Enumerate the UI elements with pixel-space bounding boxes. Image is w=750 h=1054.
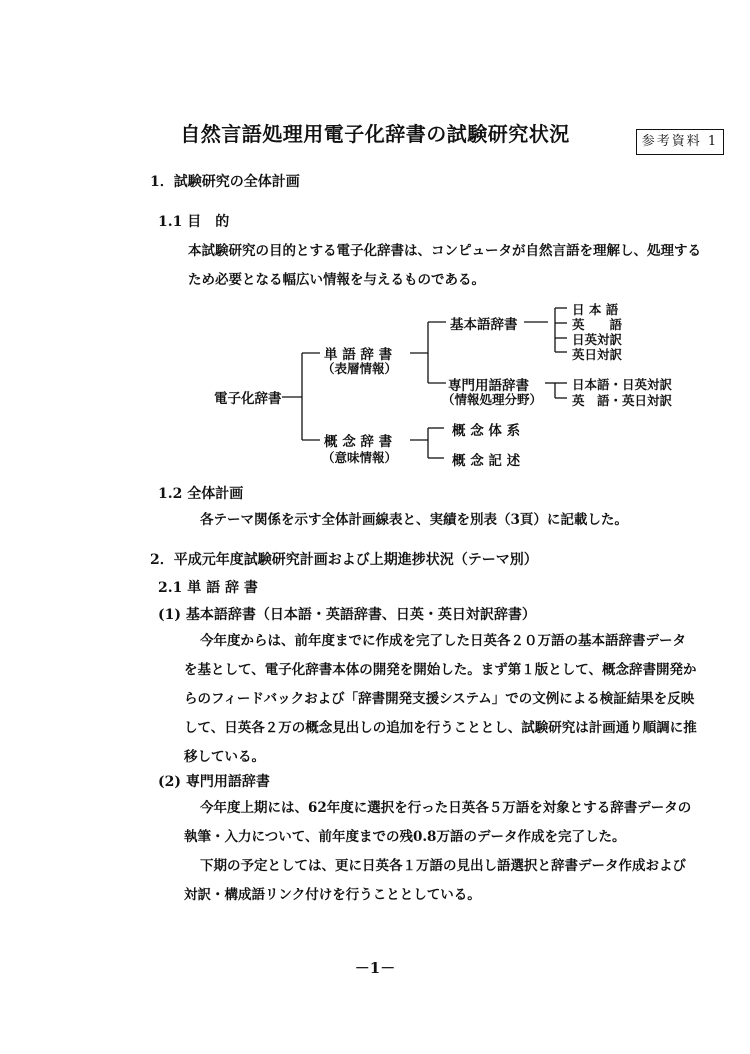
tree-basic-item: 英日対訳 (572, 347, 623, 362)
section12-heading: 1.2 全体計画 (158, 486, 244, 502)
section11-text (188, 237, 703, 295)
section12-text: 各テーマ関係を示す全体計画線表と、実績を別表（3頁）に記載した。 (200, 512, 628, 528)
section11-heading: 1.1 目 的 (158, 214, 230, 230)
item2-text1 (184, 794, 699, 852)
tree-basic-item: 日英対訳 (572, 332, 623, 347)
page-number: －1－ (354, 959, 396, 977)
tree-basic-dict: 基本語辞書 (450, 317, 518, 333)
item2-text2-body: 下期の予定としては、更に日英各１万語の見出し語選択と辞書データ作成および対訳・構成語リンク付けを行うこととしている。 (184, 858, 686, 903)
item1-heading: (1) 基本語辞書（日本語・英語辞書、日英・英日対訳辞書） (158, 607, 536, 623)
dictionary-structure-diagram (0, 295, 750, 475)
item1-text-body: 今年度からは、前年度までに作成を完了した日英各２０万語の基本語辞書データを基として、電子化辞書本体の開発を開始した。まず第１版として、概念辞書開発からのフィードバックおよび「辞書開発支援システム」での文例による検証結果を反映して、日英各２万の概念見出しの追加を行うこととし、試験研究は計画通り順調に推移している。 (184, 633, 697, 765)
reference-tag: 参考資料 1 (636, 129, 724, 155)
item2-text2 (184, 852, 699, 910)
tree-concept-dict-sub: （意味情報） (322, 450, 398, 465)
tree-concept-item: 概 念 記 述 (452, 453, 521, 469)
tree-word-dict: 単 語 辞 書 (324, 347, 393, 363)
tree-concept-item: 概 念 体 系 (452, 423, 521, 439)
tree-basic-item: 英 語 (572, 317, 623, 332)
item2-text1-body: 今年度上期には、62年度に選択を行った日英各５万語を対象とする辞書データの執筆・入力について、前年度までの残0.8万語のデータ作成を完了した。 (184, 800, 692, 845)
section21-heading: 2.1 単 語 辞 書 (158, 580, 258, 596)
tree-concept-dict: 概 念 辞 書 (324, 434, 393, 450)
tree-root: 電子化辞書 (214, 391, 282, 407)
tree-technical-dict: 専門用語辞書 (448, 378, 529, 394)
item2-heading: (2) 専門用語辞書 (158, 774, 270, 790)
section1-heading: 1．試験研究の全体計画 (150, 174, 300, 190)
tree-word-dict-sub: （表層情報） (322, 361, 398, 376)
tree-technical-dict-sub: （情報処理分野） (442, 392, 543, 407)
tree-basic-item: 日 本 語 (572, 302, 619, 317)
section2-heading: 2．平成元年度試験研究計画および上期進捗状況（テーマ別） (150, 552, 538, 568)
item1-text (184, 627, 699, 772)
tree-tech-item: 英 語・英日対訳 (572, 393, 673, 408)
tree-tech-item: 日本語・日英対訳 (572, 377, 673, 392)
section11-text-body: 本試験研究の目的とする電子化辞書は、コンピュータが自然言語を理解し、処理するため必要となる幅広い情報を与えるものである。 (188, 243, 701, 288)
document-title: 自然言語処理用電子化辞書の試験研究状況 (180, 122, 570, 146)
